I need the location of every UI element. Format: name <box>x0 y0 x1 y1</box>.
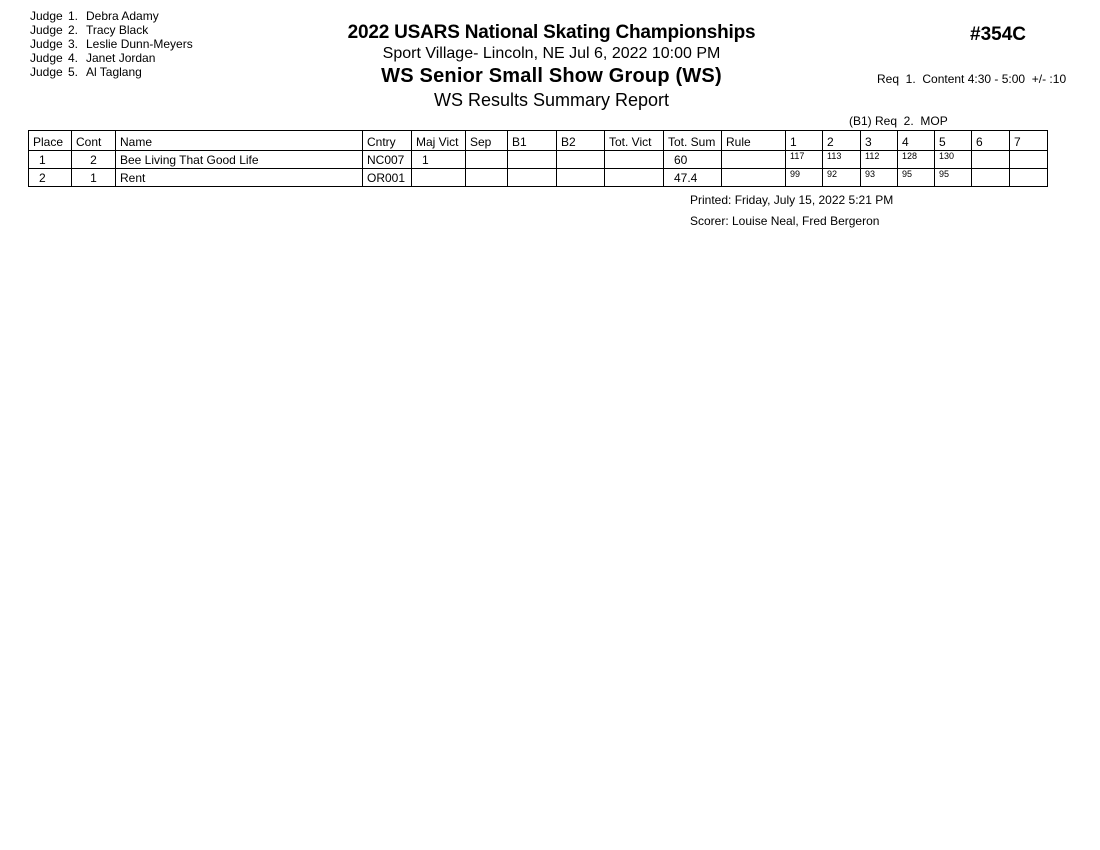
col-b1: B1 <box>508 131 557 151</box>
col-sep: Sep <box>466 131 508 151</box>
judge-label: Judge <box>30 51 63 65</box>
cell-cont: 1 <box>72 169 116 187</box>
printed-timestamp: Printed: Friday, July 15, 2022 5:21 PM <box>690 193 894 207</box>
judge-label: Judge <box>30 37 63 51</box>
judge-name: Al Taglang <box>86 65 142 79</box>
col-cont: Cont <box>72 131 116 151</box>
cell-judge-4: 128 <box>898 151 935 169</box>
judge-number: 1. <box>68 9 79 23</box>
cell-cntry: OR001 <box>363 169 412 187</box>
col-judge-2: 2 <box>823 131 861 151</box>
event-venue: Sport Village- Lincoln, NE Jul 6, 2022 10:00 PM <box>382 45 721 62</box>
table-row <box>29 151 1048 169</box>
cell-tot-sum: 60 <box>664 151 722 169</box>
cell-cntry: NC007 <box>363 151 412 169</box>
col-judge-3: 3 <box>861 131 898 151</box>
judge-name: Janet Jordan <box>86 51 156 65</box>
judge-line <box>30 65 193 79</box>
col-place: Place <box>29 131 72 151</box>
judge-list <box>30 9 193 79</box>
cell-rule <box>722 151 786 169</box>
cell-maj-vict <box>412 169 466 187</box>
event-header <box>300 21 803 111</box>
col-judge-6: 6 <box>972 131 1010 151</box>
col-b2: B2 <box>557 131 605 151</box>
cell-judge-7 <box>1010 169 1048 187</box>
cell-judge-2: 113 <box>823 151 861 169</box>
cell-judge-1: 117 <box>786 151 823 169</box>
col-tot-vict: Tot. Vict <box>605 131 664 151</box>
col-name: Name <box>116 131 363 151</box>
judge-number: 2. <box>68 23 79 37</box>
judge-line <box>30 9 193 23</box>
cell-judge-1: 99 <box>786 169 823 187</box>
cell-sep <box>466 151 508 169</box>
cell-judge-7 <box>1010 151 1048 169</box>
cell-b2 <box>557 169 605 187</box>
cell-maj-vict: 1 <box>412 151 466 169</box>
judge-line <box>30 37 193 51</box>
col-tot-sum: Tot. Sum <box>664 131 722 151</box>
judge-name: Debra Adamy <box>86 9 159 23</box>
cell-name: Rent <box>116 169 363 187</box>
cell-judge-4: 95 <box>898 169 935 187</box>
cell-judge-3: 112 <box>861 151 898 169</box>
event-group: WS Senior Small Show Group (WS) <box>381 65 722 87</box>
cell-cont: 2 <box>72 151 116 169</box>
col-cntry: Cntry <box>363 131 412 151</box>
table-row <box>29 169 1048 187</box>
judge-number: 4. <box>68 51 79 65</box>
table-header-row <box>29 131 1048 151</box>
cell-tot-vict <box>605 169 664 187</box>
cell-b2 <box>557 151 605 169</box>
cell-name: Bee Living That Good Life <box>116 151 363 169</box>
col-judge-5: 5 <box>935 131 972 151</box>
judge-number: 5. <box>68 65 79 79</box>
cell-b1 <box>508 169 557 187</box>
judge-label: Judge <box>30 65 63 79</box>
cell-sep <box>466 169 508 187</box>
cell-place: 2 <box>29 169 72 187</box>
scorer-names: Scorer: Louise Neal, Fred Bergeron <box>690 214 880 228</box>
judge-label: Judge <box>30 9 63 23</box>
report-title: WS Results Summary Report <box>433 90 670 110</box>
col-maj-vict: Maj Vict <box>412 131 466 151</box>
judge-label: Judge <box>30 23 63 37</box>
cell-tot-sum: 47.4 <box>664 169 722 187</box>
col-rule: Rule <box>722 131 786 151</box>
cell-judge-6 <box>972 151 1010 169</box>
cell-judge-3: 93 <box>861 169 898 187</box>
requirement-2: (B1) Req 2. MOP <box>849 114 948 128</box>
judge-name: Leslie Dunn-Meyers <box>86 37 193 51</box>
col-judge-4: 4 <box>898 131 935 151</box>
col-judge-1: 1 <box>786 131 823 151</box>
results-table <box>28 130 1048 187</box>
cell-place: 1 <box>29 151 72 169</box>
event-title: 2022 USARS National Skating Championships <box>347 22 756 43</box>
judge-number: 3. <box>68 37 79 51</box>
col-judge-7: 7 <box>1010 131 1048 151</box>
cell-judge-2: 92 <box>823 169 861 187</box>
judge-name: Tracy Black <box>86 23 149 37</box>
cell-tot-vict <box>605 151 664 169</box>
judge-line <box>30 23 193 37</box>
requirements <box>849 44 1066 142</box>
judge-line <box>30 51 193 65</box>
cell-b1 <box>508 151 557 169</box>
cell-judge-6 <box>972 169 1010 187</box>
cell-judge-5: 130 <box>935 151 972 169</box>
cell-rule <box>722 169 786 187</box>
cell-judge-5: 95 <box>935 169 972 187</box>
requirement-1: Req 1. Content 4:30 - 5:00 +/- :10 <box>877 72 1067 86</box>
event-number: #354C <box>970 24 1026 45</box>
